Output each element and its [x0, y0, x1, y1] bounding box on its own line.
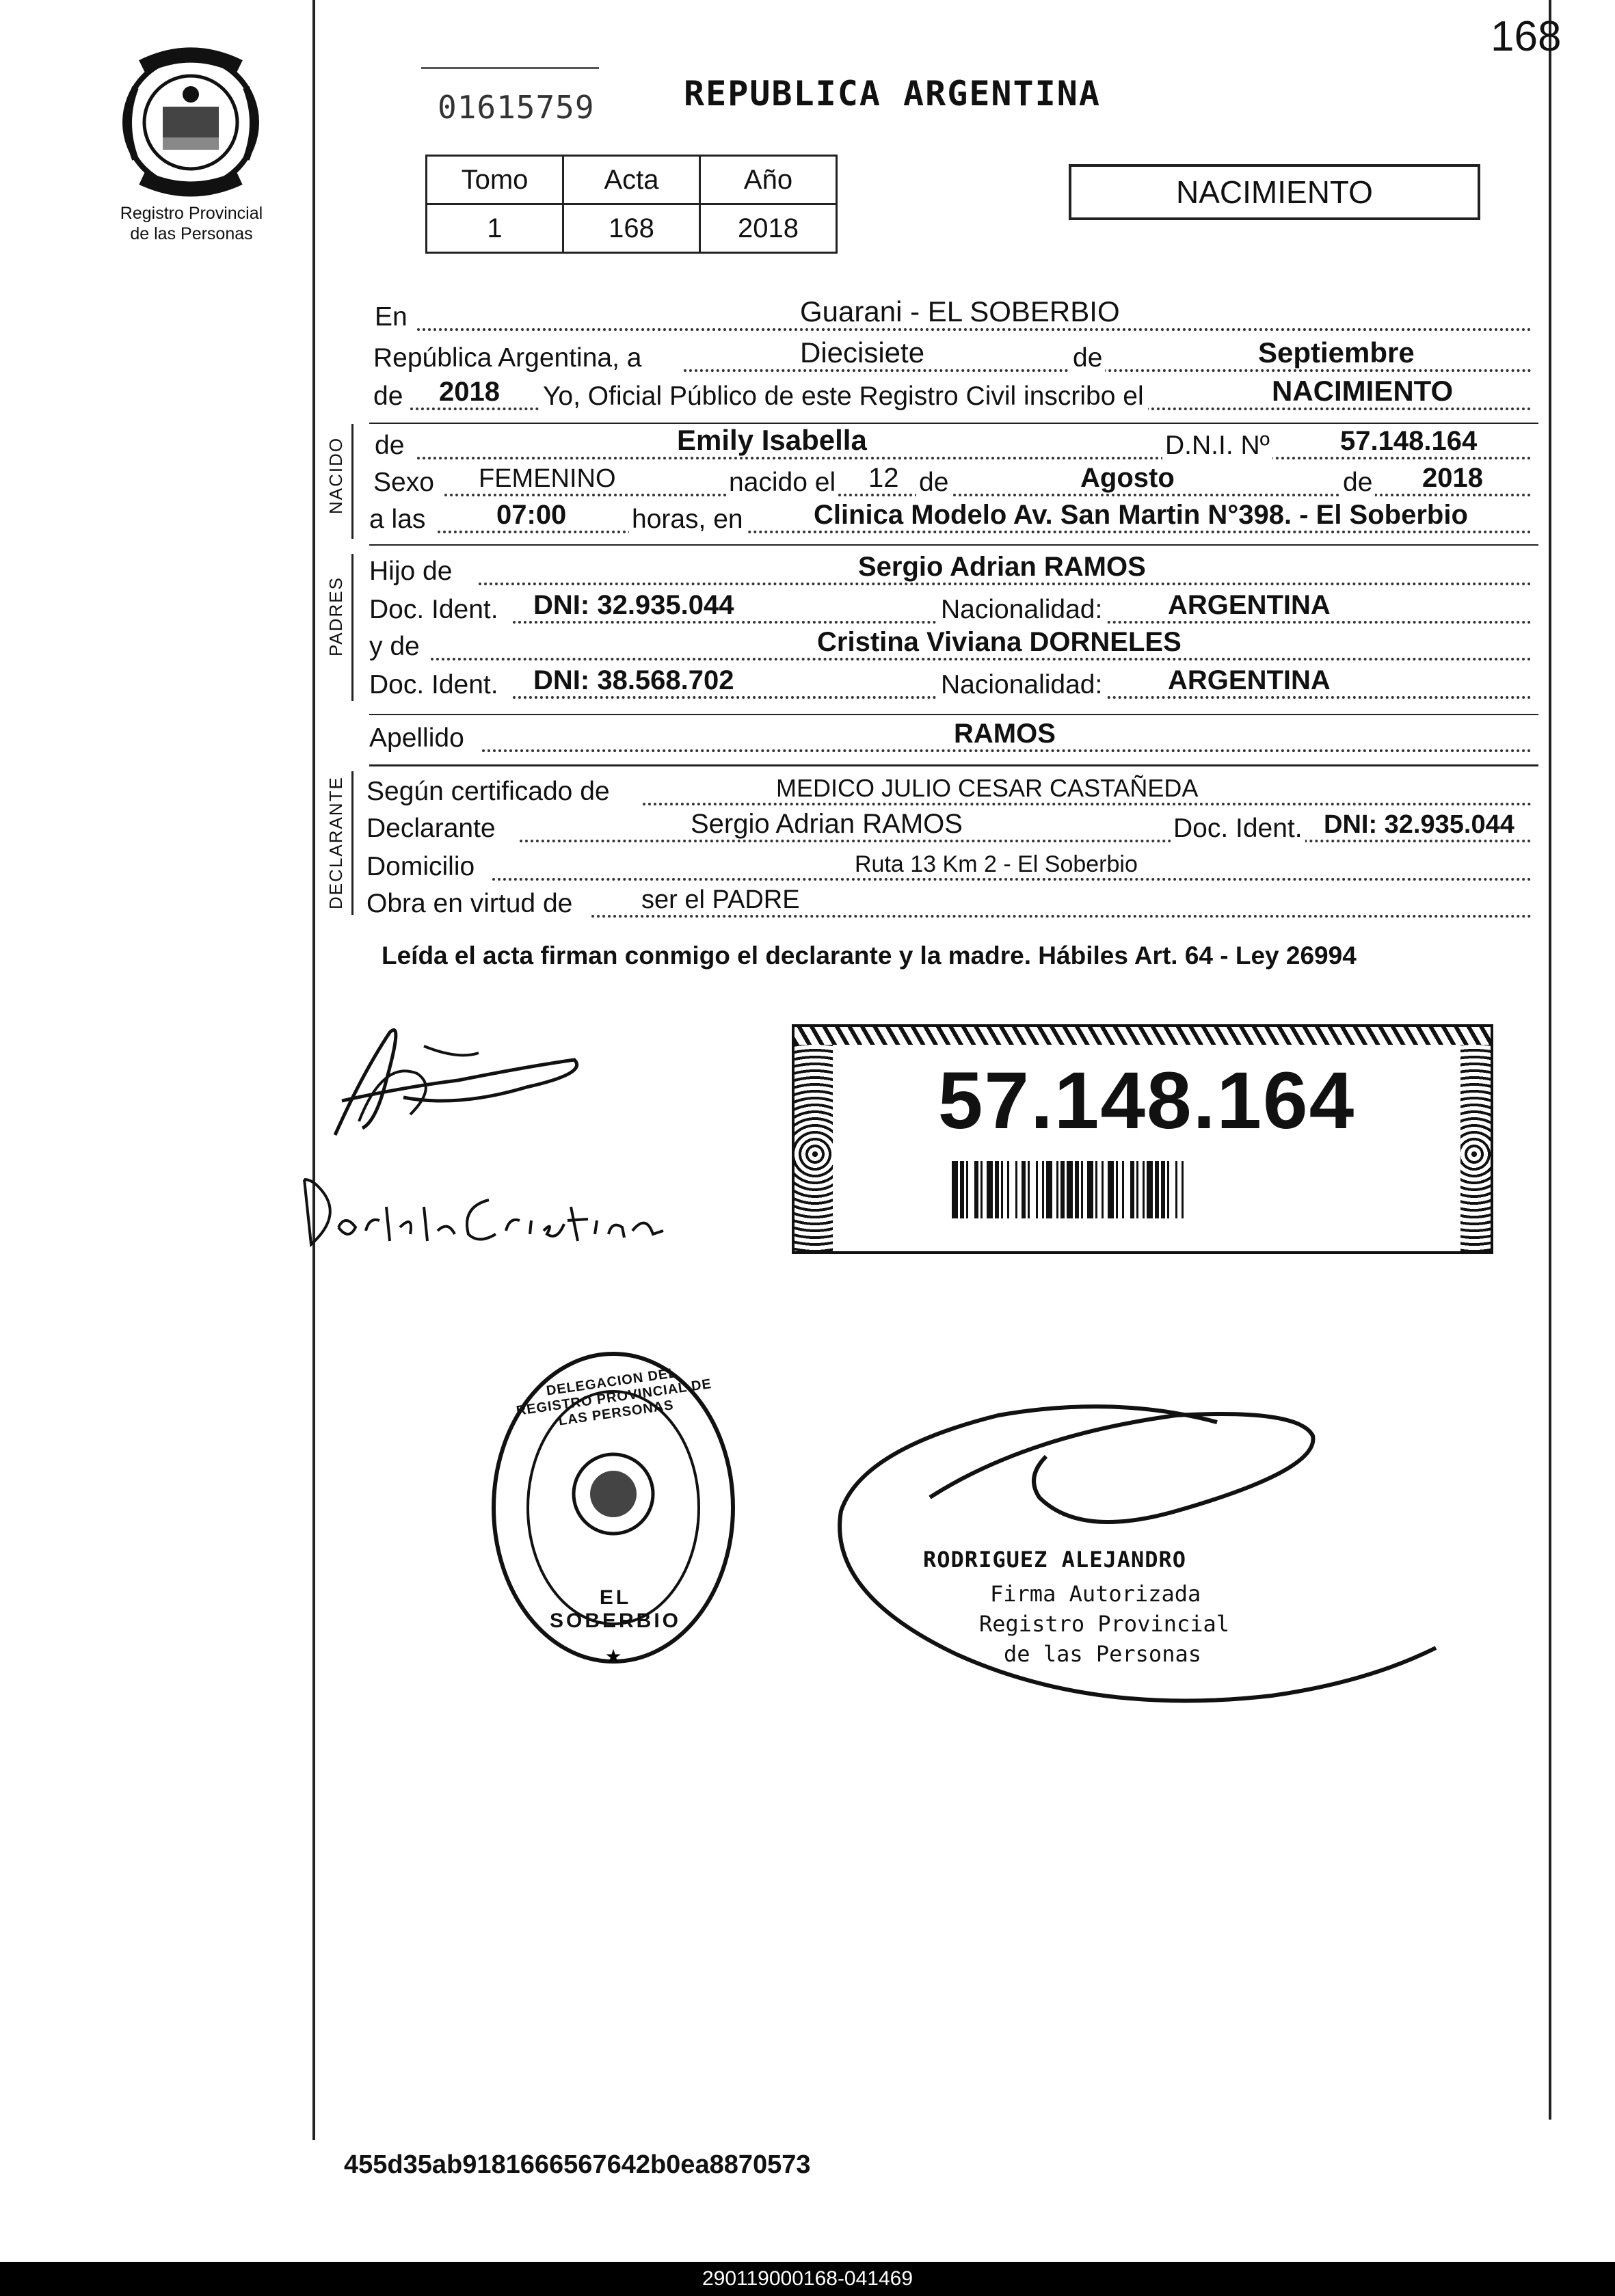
act-type: NACIMIENTO: [1176, 174, 1373, 210]
seal-label-line1: Registro Provincial: [120, 204, 263, 223]
hijo-de-label: Hijo de: [369, 557, 453, 586]
child-sex: FEMENINO: [479, 464, 616, 493]
registration-day: Diecisiete: [800, 336, 925, 369]
padres-top-rule: [369, 544, 1538, 546]
barcode-bar: [1036, 1161, 1038, 1218]
yo-text: Yo, Oficial Público de este Registro Civil inscribo el: [539, 382, 1148, 412]
barcode-bar: [1147, 1161, 1153, 1218]
en-label: En: [375, 302, 408, 332]
barcode-bar: [1067, 1161, 1073, 1218]
birth-day: 12: [868, 463, 899, 493]
y-de-label: y de: [369, 632, 420, 661]
official-line-3: de las Personas: [1004, 1641, 1201, 1667]
dotted-line: [438, 531, 1532, 533]
registry-place: Guarani - EL SOBERBIO: [800, 295, 1120, 328]
barcode-bar: [1095, 1161, 1097, 1218]
nacido-el-label: nacido el: [726, 468, 838, 498]
left-margin-line: [312, 0, 315, 2140]
footer-code: 290119000168-041469: [702, 2267, 913, 2290]
apellido-bottom-rule: [369, 764, 1538, 766]
dotted-line: [479, 583, 1532, 585]
barcode-bar: [966, 1161, 968, 1218]
page-number: 168: [1491, 13, 1562, 60]
barcode-bar: [1046, 1161, 1052, 1218]
document-hash: 455d35ab9181666567642b0ea8870573: [344, 2150, 811, 2179]
barcode-bar: [1161, 1161, 1165, 1218]
barcode-bar: [1042, 1161, 1044, 1218]
domicilio: Ruta 13 Km 2 - El Soberbio: [855, 851, 1138, 877]
father-name: Sergio Adrian RAMOS: [858, 552, 1146, 582]
mother-name: Cristina Viviana DORNELES: [817, 627, 1182, 657]
dotted-line: [591, 915, 1532, 918]
barcode: [952, 1161, 1335, 1218]
barcode-bar: [974, 1161, 978, 1218]
barcode-bar: [1116, 1161, 1118, 1218]
cert-by: MEDICO JULIO CESAR CASTAÑEDA: [776, 774, 1199, 802]
intro-row-date: [369, 336, 1538, 377]
barcode-bar: [1175, 1161, 1177, 1218]
decl-row-obra: [366, 882, 1538, 923]
dotted-line: [684, 369, 1532, 372]
control-number: 01615759: [438, 89, 595, 126]
barcode-bar: [1108, 1161, 1114, 1218]
padres-section-label: PADRES: [325, 576, 346, 656]
control-number-scribble: [421, 67, 599, 75]
barcode-bar: [1075, 1161, 1079, 1218]
nacido-row-birth: [369, 461, 1538, 502]
dotted-line: [417, 328, 1532, 331]
right-margin-line: [1549, 0, 1551, 2120]
svg-text:★: ★: [604, 1646, 622, 1667]
record-table: [425, 155, 838, 254]
obra-label: Obra en virtud de: [366, 889, 573, 918]
barcode-bar: [1136, 1161, 1138, 1218]
mother-doc-label: Doc. Ident.: [369, 670, 498, 699]
barcode-bar: [1028, 1161, 1030, 1218]
declarant-name: Sergio Adrian RAMOS: [691, 809, 963, 839]
dni-label: D.N.I. Nº: [1162, 431, 1272, 461]
intro-row-year: [369, 375, 1538, 416]
domicilio-label: Domicilio: [366, 852, 475, 881]
provincial-seal-logo: [115, 46, 267, 198]
table-value-anio: 2018: [700, 204, 837, 253]
apellido-top-rule: [369, 714, 1538, 715]
dotted-line: [431, 658, 1532, 660]
barcode-bar: [1081, 1161, 1083, 1218]
horas-label: horas, en: [629, 505, 746, 535]
padres-bracket: [351, 554, 353, 701]
decl-row-name: [366, 807, 1538, 848]
apellido-label: Apellido: [369, 723, 464, 753]
table-header-tomo: Tomo: [427, 156, 563, 204]
nacido-section-label: NACIDO: [325, 436, 346, 514]
barcode-bar: [1122, 1161, 1124, 1218]
declarante-bracket: [351, 771, 353, 915]
decl-row-cert: [366, 770, 1538, 811]
republica-label: República Argentina, a: [373, 343, 642, 373]
birth-year: 2018: [1422, 463, 1483, 493]
barcode-bar: [960, 1161, 964, 1218]
barcode-bar: [987, 1161, 993, 1218]
child-name: Emily Isabella: [677, 424, 867, 456]
mother-nationality: ARGENTINA: [1168, 665, 1331, 695]
nacido-row-place: [369, 498, 1538, 539]
registration-month: Septiembre: [1258, 336, 1415, 369]
declarant-signature: [321, 1019, 595, 1149]
decorative-pattern-right: [1460, 1045, 1491, 1251]
barcode-bar: [1087, 1161, 1093, 1218]
de-label-2: de: [373, 382, 403, 411]
de-label: de: [1070, 343, 1105, 373]
nacido-de-label: de: [375, 431, 405, 460]
barcode-bar: [1102, 1161, 1104, 1218]
sexo-label: Sexo: [373, 468, 434, 497]
birth-month: Agosto: [1080, 463, 1175, 493]
birth-place: Clinica Modelo Av. San Martin N°398. - El Soberbio: [814, 500, 1468, 530]
nacido-row-name: [369, 424, 1538, 465]
table-header-anio: Año: [700, 156, 837, 204]
father-doc-label: Doc. Ident.: [369, 595, 498, 624]
birth-hour: 07:00: [496, 500, 567, 530]
declarant-doc-label: Doc. Ident.: [1171, 814, 1305, 844]
padres-row-mother: [369, 625, 1538, 666]
cert-label: Según certificado de: [366, 777, 610, 806]
padres-row-mother-doc: [369, 663, 1538, 704]
apellido-row: [369, 717, 1538, 758]
dotted-line: [417, 457, 1532, 459]
a-las-label: a las: [369, 505, 426, 534]
official-name: RODRIGUEZ ALEJANDRO: [923, 1547, 1187, 1573]
barcode-bar: [1015, 1161, 1017, 1218]
padres-row-father-doc: [369, 588, 1538, 629]
act-type-box: [1069, 164, 1480, 220]
inscribed-act: NACIMIENTO: [1272, 375, 1454, 407]
dotted-line: [482, 749, 1532, 752]
barcode-bar: [952, 1161, 958, 1218]
decorative-pattern-left: [795, 1045, 833, 1251]
seal-label-line2: de las Personas: [130, 224, 253, 243]
barcode-bar: [1056, 1161, 1058, 1218]
declarante-label: Declarante: [366, 814, 496, 843]
table-value-acta: 168: [563, 204, 700, 253]
intro-row-en: [369, 295, 1538, 336]
dni-number: 57.148.164: [937, 1056, 1356, 1146]
barcode-bar: [1167, 1161, 1169, 1218]
nacido-bracket: [351, 424, 353, 539]
father-doc: DNI: 32.935.044: [533, 590, 734, 620]
declarante-section-label: DECLARANTE: [325, 776, 346, 909]
table-header-acta: Acta: [563, 156, 700, 204]
document-title: REPUBLICA ARGENTINA: [684, 74, 1101, 114]
official-line-2: Registro Provincial: [979, 1611, 1230, 1637]
footer-bar: [0, 2262, 1615, 2296]
mother-signature: [291, 1166, 673, 1255]
father-nationality-label: Nacionalidad:: [937, 595, 1106, 625]
child-dni: 57.148.164: [1340, 426, 1478, 456]
father-nationality: ARGENTINA: [1168, 590, 1331, 620]
barcode-bar: [1143, 1161, 1145, 1218]
decorative-pattern-top: [795, 1027, 1491, 1045]
stamp-inner-text: EL SOBERBIO: [549, 1586, 682, 1632]
decl-row-domicilio: [366, 845, 1538, 886]
barcode-bar: [1022, 1161, 1026, 1218]
declarant-doc: DNI: 32.935.044: [1324, 810, 1514, 839]
barcode-bar: [1001, 1161, 1003, 1218]
dotted-line: [492, 878, 1532, 881]
registration-year: 2018: [439, 377, 500, 407]
dni-label-sticker: [792, 1024, 1493, 1254]
barcode-bar: [1182, 1161, 1184, 1218]
barcode-bar: [1130, 1161, 1134, 1218]
mother-doc: DNI: 38.568.702: [533, 665, 734, 695]
surname: RAMOS: [954, 719, 1056, 749]
barcode-bar: [1155, 1161, 1159, 1218]
barcode-bar: [1060, 1161, 1065, 1218]
barcode-bar: [980, 1161, 983, 1218]
barcode-bar: [995, 1161, 999, 1218]
barcode-bar: [1007, 1161, 1009, 1218]
dotted-line: [520, 840, 1532, 842]
official-line-1: Firma Autorizada: [990, 1581, 1201, 1607]
closing-statement: Leída el acta firman conmigo el declarante y la madre. Hábiles Art. 64 - Ley 26994: [382, 942, 1357, 970]
obra-value: ser el PADRE: [641, 885, 800, 914]
de-label-4: de: [1340, 468, 1375, 498]
table-value-tomo: 1: [427, 204, 563, 253]
padres-row-father: [369, 550, 1538, 591]
de-label-3: de: [916, 468, 951, 498]
stamp-ring-text: DELEGACION DEL REGISTRO PROVINCIAL DE LAS PERSONAS: [515, 1365, 713, 1429]
dotted-line: [643, 803, 1532, 805]
mother-nationality-label: Nacionalidad:: [937, 670, 1106, 700]
